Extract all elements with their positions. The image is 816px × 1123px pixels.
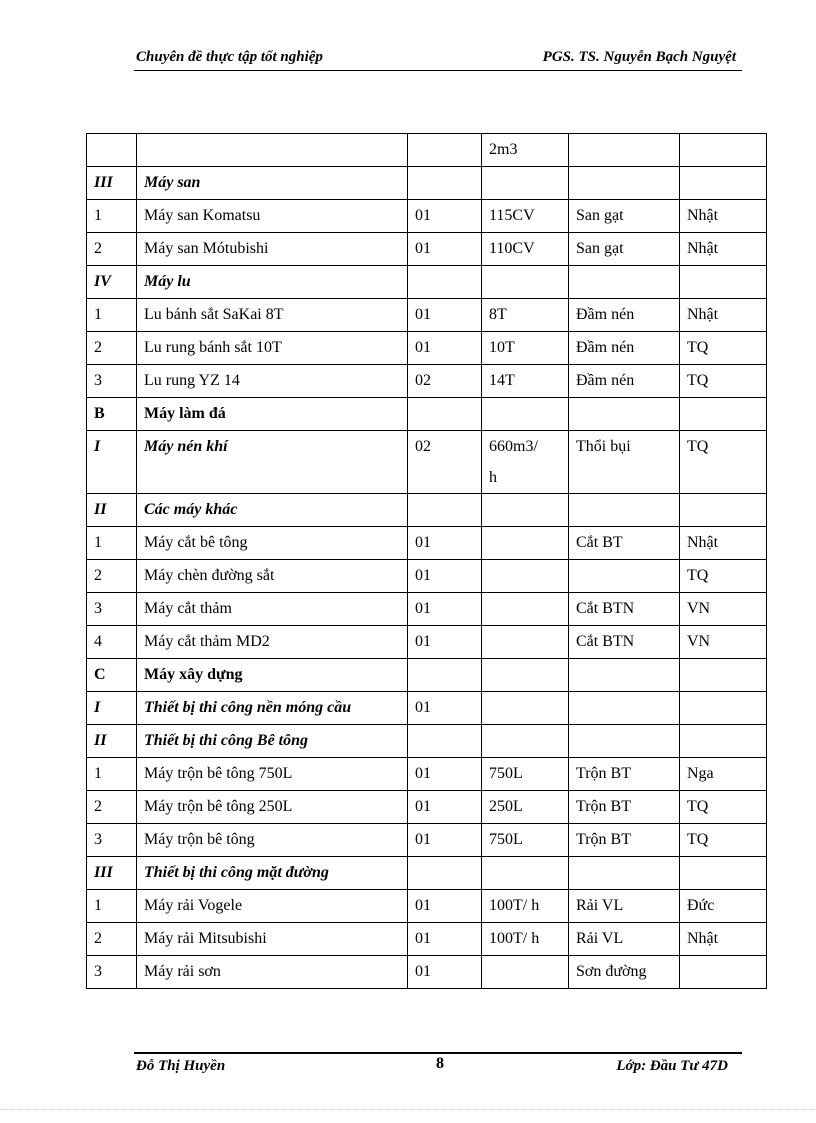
stt-cell: 2 (87, 923, 137, 956)
table-row (87, 659, 767, 692)
table-row (87, 167, 767, 200)
qty-cell: 01 (408, 626, 482, 659)
stt-cell: I (87, 692, 137, 725)
name-cell: Máy san (137, 167, 408, 200)
qty-cell (408, 398, 482, 431)
table-row (87, 725, 767, 758)
header-supervisor: PGS. TS. Nguyễn Bạch Nguyệt (542, 49, 736, 65)
stt-cell: I (87, 431, 137, 494)
stt-cell: 3 (87, 365, 137, 398)
stt-cell: 1 (87, 299, 137, 332)
use-cell (569, 494, 680, 527)
qty-cell (408, 266, 482, 299)
spec-cell: 110CV (482, 233, 569, 266)
stt-cell: 3 (87, 824, 137, 857)
use-cell (569, 659, 680, 692)
use-cell (569, 725, 680, 758)
spec-cell (482, 857, 569, 890)
origin-cell: VN (680, 626, 767, 659)
use-cell: Rải VL (569, 923, 680, 956)
stt-cell: III (87, 857, 137, 890)
name-cell: Máy làm đá (137, 398, 408, 431)
spec-cell (482, 398, 569, 431)
name-cell: Máy lu (137, 266, 408, 299)
qty-cell (408, 134, 482, 167)
qty-cell: 02 (408, 431, 482, 494)
use-cell (569, 167, 680, 200)
spec-cell: 115CV (482, 200, 569, 233)
table-row (87, 890, 767, 923)
name-cell: Máy cắt thảm MD2 (137, 626, 408, 659)
stt-cell: 4 (87, 626, 137, 659)
origin-cell: Nhật (680, 527, 767, 560)
use-cell (569, 857, 680, 890)
origin-cell (680, 398, 767, 431)
origin-cell: VN (680, 593, 767, 626)
qty-cell: 01 (408, 758, 482, 791)
spec-cell (482, 659, 569, 692)
name-cell: Máy san Komatsu (137, 200, 408, 233)
origin-cell: Nhật (680, 923, 767, 956)
origin-cell (680, 725, 767, 758)
footer-author: Đỗ Thị Huyền (136, 1058, 226, 1074)
name-cell: Máy rải Mitsubishi (137, 923, 408, 956)
use-cell: Cắt BT (569, 527, 680, 560)
table-row (87, 758, 767, 791)
stt-cell: 3 (87, 593, 137, 626)
use-cell (569, 398, 680, 431)
table-row (87, 266, 767, 299)
use-cell: Đầm nén (569, 332, 680, 365)
origin-cell: Nhật (680, 233, 767, 266)
use-cell: San gạt (569, 200, 680, 233)
use-cell (569, 692, 680, 725)
table-row (87, 692, 767, 725)
origin-cell: Nhật (680, 299, 767, 332)
name-cell: Máy trộn bê tông (137, 824, 408, 857)
name-cell: Máy san Mótubishi (137, 233, 408, 266)
stt-cell: 1 (87, 200, 137, 233)
spec-cell: 750L (482, 758, 569, 791)
qty-cell: 01 (408, 299, 482, 332)
stt-cell: 2 (87, 791, 137, 824)
stt-cell: 3 (87, 956, 137, 989)
use-cell (569, 134, 680, 167)
name-cell: Máy cắt bê tông (137, 527, 408, 560)
qty-cell: 01 (408, 956, 482, 989)
name-cell: Lu rung bánh sắt 10T (137, 332, 408, 365)
qty-cell: 01 (408, 527, 482, 560)
name-cell: Máy cắt thảm (137, 593, 408, 626)
qty-cell (408, 659, 482, 692)
table-row (87, 791, 767, 824)
qty-cell: 01 (408, 824, 482, 857)
qty-cell: 01 (408, 593, 482, 626)
table-row (87, 200, 767, 233)
name-cell: Thiết bị thi công mặt đường (137, 857, 408, 890)
table-row (87, 626, 767, 659)
origin-cell: TQ (680, 431, 767, 494)
spec-cell: 660m3/ h (482, 431, 569, 494)
spec-cell: 10T (482, 332, 569, 365)
qty-cell: 01 (408, 560, 482, 593)
name-cell: Máy rải Vogele (137, 890, 408, 923)
stt-cell: III (87, 167, 137, 200)
origin-cell: TQ (680, 365, 767, 398)
name-cell: Máy trộn bê tông 250L (137, 791, 408, 824)
equipment-table-body (87, 134, 767, 989)
stt-cell: II (87, 494, 137, 527)
origin-cell (680, 167, 767, 200)
stt-cell: B (87, 398, 137, 431)
stt-cell: C (87, 659, 137, 692)
qty-cell: 01 (408, 233, 482, 266)
spec-cell (482, 725, 569, 758)
table-row (87, 299, 767, 332)
use-cell: Rải VL (569, 890, 680, 923)
qty-cell: 01 (408, 332, 482, 365)
qty-cell: 01 (408, 890, 482, 923)
qty-cell: 01 (408, 923, 482, 956)
name-cell: Máy nén khí (137, 431, 408, 494)
use-cell (569, 560, 680, 593)
name-cell: Máy chèn đường sắt (137, 560, 408, 593)
page-number: 8 (436, 1055, 444, 1072)
table-row (87, 494, 767, 527)
origin-cell (680, 494, 767, 527)
spec-cell (482, 692, 569, 725)
spec-cell (482, 956, 569, 989)
name-cell: Thiết bị thi công nền móng cầu (137, 692, 408, 725)
table-row (87, 398, 767, 431)
spec-cell (482, 560, 569, 593)
spec-cell (482, 527, 569, 560)
name-cell: Máy rải sơn (137, 956, 408, 989)
origin-cell (680, 134, 767, 167)
table-row (87, 593, 767, 626)
origin-cell: TQ (680, 332, 767, 365)
origin-cell: TQ (680, 791, 767, 824)
name-cell (137, 134, 408, 167)
origin-cell: TQ (680, 824, 767, 857)
table-row (87, 233, 767, 266)
footer-class: Lớp: Đầu Tư 47D (616, 1058, 728, 1074)
qty-cell (408, 494, 482, 527)
use-cell: Trộn BT (569, 791, 680, 824)
name-cell: Thiết bị thi công Bê tông (137, 725, 408, 758)
spec-cell (482, 494, 569, 527)
page-bottom-dotted-line (0, 1109, 816, 1110)
name-cell: Lu rung YZ 14 (137, 365, 408, 398)
origin-cell: Nhật (680, 200, 767, 233)
origin-cell (680, 266, 767, 299)
table-row (87, 923, 767, 956)
name-cell: Máy xây dựng (137, 659, 408, 692)
equipment-table (86, 133, 767, 989)
use-cell: Đầm nén (569, 299, 680, 332)
use-cell: Trộn BT (569, 758, 680, 791)
name-cell: Máy trộn bê tông 750L (137, 758, 408, 791)
name-cell: Lu bánh sắt SaKai 8T (137, 299, 408, 332)
qty-cell (408, 725, 482, 758)
table-row (87, 134, 767, 167)
origin-cell: Đức (680, 890, 767, 923)
qty-cell (408, 167, 482, 200)
use-cell: Cắt BTN (569, 593, 680, 626)
table-row (87, 431, 767, 494)
stt-cell: 2 (87, 560, 137, 593)
origin-cell (680, 692, 767, 725)
use-cell (569, 266, 680, 299)
spec-cell (482, 626, 569, 659)
spec-cell (482, 167, 569, 200)
stt-cell: IV (87, 266, 137, 299)
origin-cell: Nga (680, 758, 767, 791)
name-cell: Các máy khác (137, 494, 408, 527)
spec-cell: 2m3 (482, 134, 569, 167)
table-row (87, 857, 767, 890)
spec-cell (482, 593, 569, 626)
use-cell: Sơn đường (569, 956, 680, 989)
origin-cell: TQ (680, 560, 767, 593)
spec-cell (482, 266, 569, 299)
use-cell: Trộn BT (569, 824, 680, 857)
spec-cell: 100T/ h (482, 890, 569, 923)
stt-cell: 2 (87, 332, 137, 365)
spec-cell: 14T (482, 365, 569, 398)
stt-cell (87, 134, 137, 167)
table-row (87, 527, 767, 560)
table-row (87, 956, 767, 989)
origin-cell (680, 857, 767, 890)
page-header (134, 48, 742, 71)
use-cell: Đầm nén (569, 365, 680, 398)
table-row (87, 824, 767, 857)
use-cell: Thổi bụi (569, 431, 680, 494)
table-row (87, 332, 767, 365)
qty-cell: 02 (408, 365, 482, 398)
stt-cell: 1 (87, 758, 137, 791)
stt-cell: II (87, 725, 137, 758)
qty-cell: 01 (408, 200, 482, 233)
spec-cell: 100T/ h (482, 923, 569, 956)
stt-cell: 1 (87, 890, 137, 923)
qty-cell: 01 (408, 692, 482, 725)
qty-cell (408, 857, 482, 890)
table-row (87, 365, 767, 398)
stt-cell: 1 (87, 527, 137, 560)
use-cell: Cắt BTN (569, 626, 680, 659)
spec-cell: 250L (482, 791, 569, 824)
page-footer (134, 1052, 742, 1080)
spec-cell: 750L (482, 824, 569, 857)
stt-cell: 2 (87, 233, 137, 266)
origin-cell (680, 956, 767, 989)
origin-cell (680, 659, 767, 692)
table-row (87, 560, 767, 593)
qty-cell: 01 (408, 791, 482, 824)
header-title: Chuyên đề thực tập tốt nghiệp (136, 49, 323, 65)
spec-cell: 8T (482, 299, 569, 332)
use-cell: San gạt (569, 233, 680, 266)
